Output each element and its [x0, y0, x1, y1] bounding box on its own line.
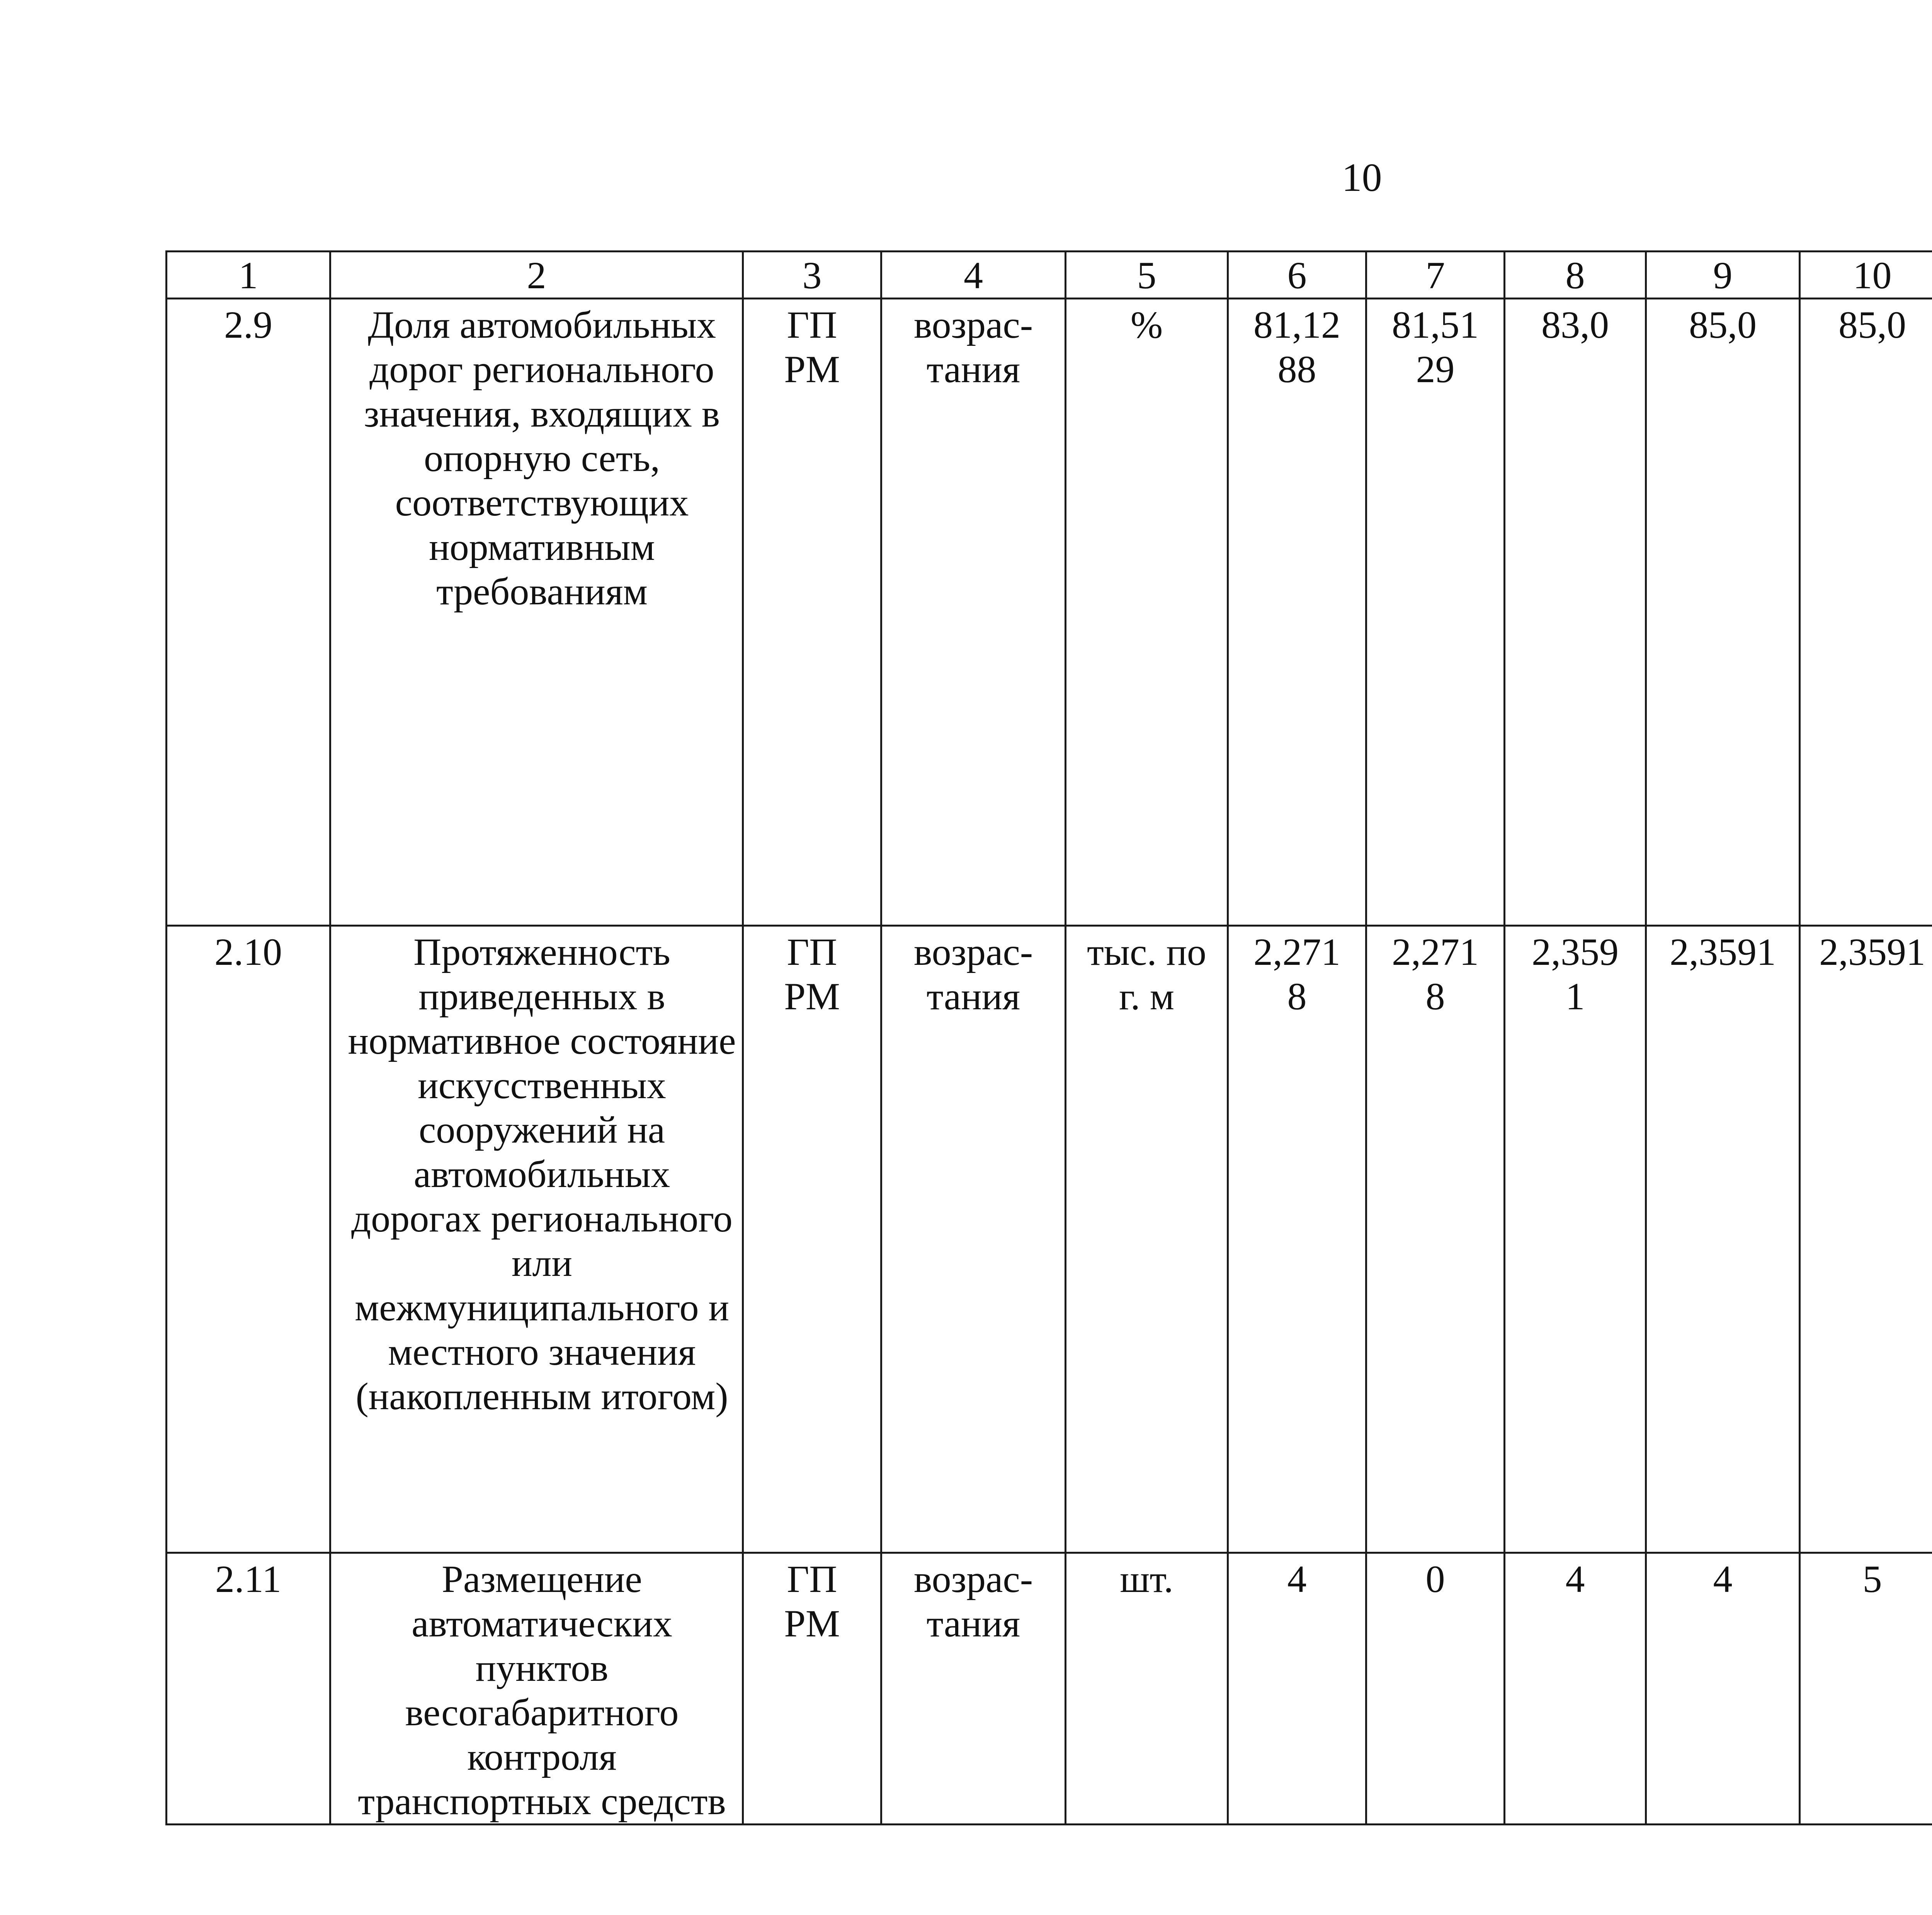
value-cell: 4 — [1228, 1553, 1366, 1825]
page-number: 10 — [1342, 155, 1382, 200]
unit-cell: шт. — [1066, 1553, 1228, 1825]
value-cell: 83,0 — [1505, 299, 1646, 926]
value-cell: 4 — [1646, 1553, 1800, 1825]
table-row — [167, 1553, 1932, 1825]
direction-cell: возрас- тания — [881, 299, 1066, 926]
value-cell: 2,271 8 — [1228, 926, 1366, 1553]
header-cell: 1 — [167, 252, 330, 299]
row-number: 2.11 — [167, 1553, 330, 1825]
value-cell: 2,271 8 — [1366, 926, 1505, 1553]
header-cell: 9 — [1646, 252, 1800, 299]
indicator-name: Размещение автоматических пунктов весогабаритного контроля транспортных средств — [330, 1553, 743, 1825]
unit-cell: % — [1066, 299, 1228, 926]
indicator-name: Доля автомобильных дорог регионального значения, входящих в опорную сеть, соответствующих нормативным требованиям — [330, 299, 743, 926]
indicators-table — [165, 250, 1932, 1825]
value-cell: 2,359 1 — [1505, 926, 1646, 1553]
header-cell: 10 — [1800, 252, 1932, 299]
value-cell: 81,51 29 — [1366, 299, 1505, 926]
header-cell: 7 — [1366, 252, 1505, 299]
value-cell: 81,12 88 — [1228, 299, 1366, 926]
row-number: 2.9 — [167, 299, 330, 926]
direction-cell: возрас- тания — [881, 926, 1066, 1553]
program-cell: ГП РМ — [743, 1553, 881, 1825]
header-cell: 2 — [330, 252, 743, 299]
value-cell: 85,0 — [1800, 299, 1932, 926]
header-cell: 8 — [1505, 252, 1646, 299]
value-cell: 2,3591 — [1800, 926, 1932, 1553]
value-cell: 2,3591 — [1646, 926, 1800, 1553]
value-cell: 4 — [1505, 1553, 1646, 1825]
table-row — [167, 926, 1932, 1553]
row-number: 2.10 — [167, 926, 330, 1553]
indicator-name: Протяженность приведенных в нормативное состояние искусственных сооружений на автомобильных дорогах регионального или межмуниципального и местного значения (накопленным итогом) — [330, 926, 743, 1553]
value-cell: 85,0 — [1646, 299, 1800, 926]
table-row — [167, 299, 1932, 926]
header-cell: 5 — [1066, 252, 1228, 299]
direction-cell: возрас- тания — [881, 1553, 1066, 1825]
header-cell: 4 — [881, 252, 1066, 299]
header-cell: 6 — [1228, 252, 1366, 299]
unit-cell: тыс. по г. м — [1066, 926, 1228, 1553]
program-cell: ГП РМ — [743, 299, 881, 926]
value-cell: 5 — [1800, 1553, 1932, 1825]
program-cell: ГП РМ — [743, 926, 881, 1553]
header-cell: 3 — [743, 252, 881, 299]
value-cell: 0 — [1366, 1553, 1505, 1825]
header-row — [167, 252, 1932, 299]
